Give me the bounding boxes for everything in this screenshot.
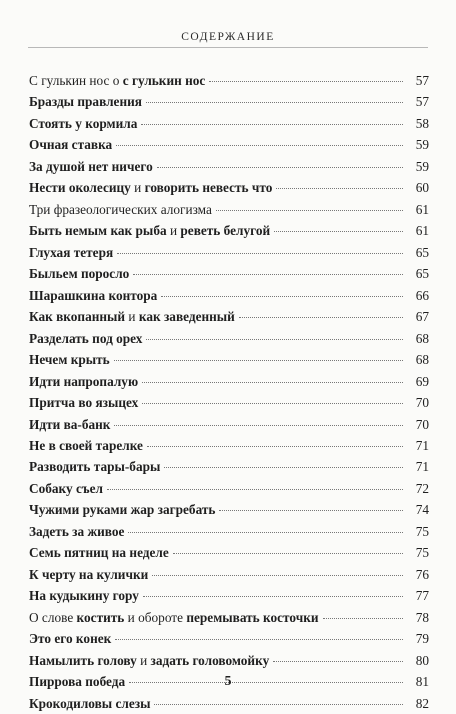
toc-entry (29, 242, 429, 263)
toc-entry (29, 435, 429, 456)
toc-entry (29, 263, 429, 284)
phraseologism-text: говорить невесть что (144, 180, 273, 196)
toc-entry-title (29, 650, 269, 671)
toc-entry-page: 59 (415, 137, 429, 153)
toc-entry-title (29, 156, 153, 177)
toc-entry (29, 371, 429, 392)
dot-leader (146, 339, 403, 340)
toc-entry (29, 414, 429, 435)
entry-text: О слове (29, 609, 77, 625)
dot-leader (147, 446, 403, 447)
toc-entry (29, 607, 429, 628)
toc-entry-title (29, 435, 143, 456)
entry-text: и (166, 223, 181, 239)
toc-entry-title (29, 564, 148, 585)
dot-leader (219, 510, 403, 511)
toc-entry-page: 65 (415, 266, 429, 282)
toc-entry-page: 79 (415, 631, 429, 647)
toc-entry-title (29, 414, 110, 435)
table-of-contents (29, 70, 429, 714)
toc-entry-title (29, 585, 139, 606)
dot-leader (152, 575, 403, 576)
phraseologism-text: с гулькин нос (122, 73, 206, 88)
phraseologism-text: Быть немым как рыба (29, 223, 167, 239)
phraseologism-text: Идти напропалую (29, 373, 139, 389)
toc-entry-page: 65 (415, 244, 429, 260)
toc-entry-page: 57 (415, 94, 429, 110)
toc-entry (29, 650, 429, 671)
toc-entry-page: 59 (415, 158, 429, 174)
dot-leader (216, 210, 403, 211)
dot-leader (157, 167, 403, 168)
toc-entry-page: 71 (415, 437, 429, 453)
phraseologism-text: Шарашкина контора (29, 287, 158, 303)
toc-entry (29, 585, 429, 606)
entry-text: и (130, 180, 145, 196)
toc-entry-page: 58 (415, 115, 429, 131)
toc-entry-page: 60 (415, 180, 429, 196)
toc-entry-title (29, 499, 215, 520)
phraseologism-text: реветь белугой (180, 223, 271, 239)
dot-leader (107, 489, 403, 490)
dot-leader (173, 553, 403, 554)
dot-leader (128, 532, 403, 533)
dot-leader (239, 317, 403, 318)
toc-entry (29, 285, 429, 306)
phraseologism-text: Глухая тетеря (29, 244, 114, 260)
toc-entry (29, 542, 429, 563)
toc-entry-title (29, 542, 169, 563)
phraseologism-text: Нести околесицу (29, 180, 131, 196)
phraseologism-text: Пиррова победа (29, 674, 126, 690)
toc-entry (29, 177, 429, 198)
toc-entry (29, 499, 429, 520)
toc-entry-page: 76 (415, 566, 429, 582)
toc-entry-title (29, 607, 319, 628)
toc-entry-title (29, 263, 129, 284)
toc-entry-title (29, 306, 235, 327)
toc-entry (29, 478, 429, 499)
entry-text: и обороте (124, 609, 187, 625)
toc-entry-page: 81 (415, 674, 429, 690)
phraseologism-text: перемывать косточки (186, 609, 319, 625)
toc-entry-title (29, 328, 142, 349)
toc-entry (29, 156, 429, 177)
dot-leader (133, 274, 403, 275)
toc-entry (29, 70, 429, 91)
phraseologism-text: Крокодиловы слезы (29, 695, 151, 711)
phraseologism-text: Чужими руками жар загребать (29, 502, 216, 518)
toc-entry-page: 68 (415, 330, 429, 346)
toc-entry (29, 349, 429, 370)
toc-entry-title (29, 70, 205, 91)
toc-entry-page: 75 (415, 545, 429, 561)
toc-entry-page: 77 (415, 588, 429, 604)
phraseologism-text: Собаку съел (29, 480, 104, 496)
toc-entry-page: 75 (415, 523, 429, 539)
phraseologism-text: Задеть за живое (29, 523, 125, 539)
toc-entry-page: 61 (415, 201, 429, 217)
toc-entry-title (29, 91, 142, 112)
toc-entry-page: 57 (415, 73, 429, 88)
toc-entry (29, 306, 429, 327)
toc-entry (29, 91, 429, 112)
toc-entry-title (29, 220, 270, 241)
dot-leader (146, 102, 403, 103)
toc-entry-page: 74 (415, 502, 429, 518)
toc-entry-page: 66 (415, 287, 429, 303)
phraseologism-text: костить (76, 609, 125, 625)
phraseologism-text: задать головомойку (150, 652, 270, 668)
phraseologism-text: Намылить голову (29, 652, 137, 668)
phraseologism-text: За душой нет ничего (29, 158, 153, 174)
phraseologism-text: Быльем поросло (29, 266, 130, 282)
dot-leader (154, 704, 403, 705)
toc-entry (29, 521, 429, 542)
phraseologism-text: Идти ва-банк (29, 416, 111, 432)
dot-leader (164, 467, 403, 468)
dot-leader (276, 188, 403, 189)
entry-text: С гулькин нос о (29, 73, 123, 88)
toc-entry-title (29, 113, 137, 134)
dot-leader (117, 253, 403, 254)
dot-leader (115, 639, 403, 640)
dot-leader (114, 425, 403, 426)
toc-entry (29, 456, 429, 477)
toc-entry-title (29, 134, 112, 155)
toc-entry-title (29, 392, 138, 413)
phraseologism-text: как заведенный (138, 309, 235, 325)
toc-entry (29, 113, 429, 134)
toc-entry-page: 61 (415, 223, 429, 239)
dot-leader (142, 403, 403, 404)
phraseologism-text: Разделать под орех (29, 330, 143, 346)
phraseologism-text: Не в своей тарелке (29, 437, 143, 453)
toc-entry-page: 80 (415, 652, 429, 668)
phraseologism-text: Притча во языцех (29, 395, 139, 411)
toc-entry-title (29, 177, 272, 198)
toc-entry-title (29, 242, 113, 263)
phraseologism-text: К черту на кулички (29, 566, 149, 582)
dot-leader (273, 661, 403, 662)
dot-leader (142, 382, 403, 383)
phraseologism-text: Очная ставка (29, 137, 113, 153)
toc-entry-title (29, 478, 103, 499)
toc-entry-title (29, 456, 160, 477)
toc-entry-title (29, 693, 150, 714)
toc-entry-page: 72 (415, 480, 429, 496)
toc-entry (29, 134, 429, 155)
dot-leader (114, 360, 403, 361)
dot-leader (323, 618, 403, 619)
toc-entry-title (29, 199, 212, 220)
toc-entry-title (29, 628, 111, 649)
phraseologism-text: Семь пятниц на неделе (29, 545, 169, 561)
phraseologism-text: Стоять у кормила (29, 115, 138, 131)
toc-entry (29, 564, 429, 585)
phraseologism-text: На кудыкину гору (29, 588, 139, 604)
dot-leader (209, 81, 403, 82)
toc-entry-page: 70 (415, 395, 429, 411)
toc-entry (29, 693, 429, 714)
toc-entry-title (29, 285, 157, 306)
toc-entry (29, 628, 429, 649)
toc-entry-title (29, 349, 110, 370)
dot-leader (116, 145, 403, 146)
entry-text: Три фразеологических алогизма (29, 201, 212, 217)
toc-entry-page: 67 (415, 309, 429, 325)
toc-entry (29, 220, 429, 241)
toc-entry-page: 82 (415, 695, 429, 711)
page-number: 5 (224, 674, 232, 689)
toc-entry (29, 199, 429, 220)
dot-leader (143, 596, 403, 597)
dot-leader (141, 124, 403, 125)
toc-entry-title (29, 371, 138, 392)
toc-entry (29, 328, 429, 349)
dot-leader (161, 296, 403, 297)
dot-leader (274, 231, 403, 232)
toc-entry (29, 392, 429, 413)
toc-entry-page: 70 (415, 416, 429, 432)
toc-entry-page: 68 (415, 352, 429, 368)
phraseologism-text: Как вкопанный (29, 309, 126, 325)
entry-text: и (136, 652, 151, 668)
toc-entry-page: 69 (415, 373, 429, 389)
toc-entry-page: 71 (415, 459, 429, 475)
toc-entry-page: 78 (415, 609, 429, 625)
phraseologism-text: Разводить тары-бары (29, 459, 161, 475)
header-divider (28, 47, 428, 48)
phraseologism-text: Это его конек (29, 631, 112, 647)
toc-entry-title (29, 521, 124, 542)
phraseologism-text: Нечем крыть (29, 352, 110, 368)
page-header-title: СОДЕРЖАНИЕ (181, 31, 275, 43)
phraseologism-text: Бразды правления (29, 94, 142, 110)
entry-text: и (125, 309, 139, 325)
